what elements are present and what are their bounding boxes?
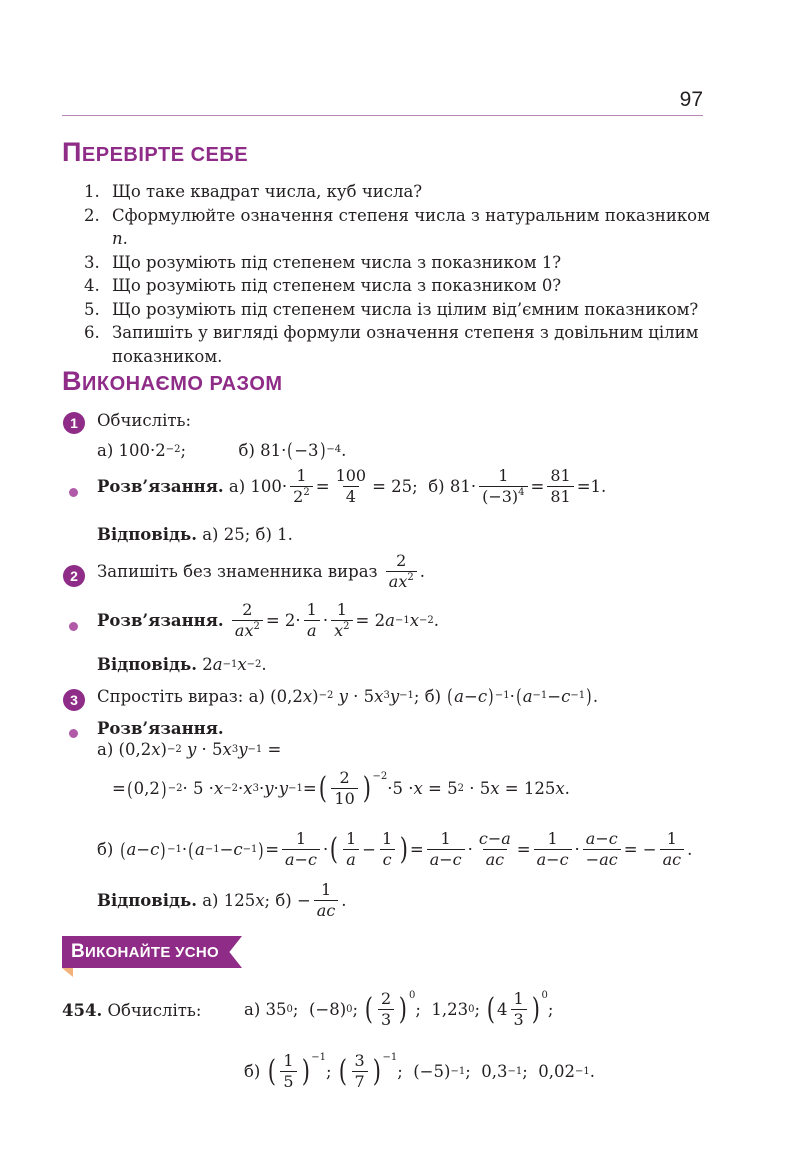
section-title-do-together: ВИКОНАЄМО РАЗОМ [62,366,283,396]
task2-answer: Відповідь. 2 a −1 x −2 . [97,655,267,674]
question-number: 1. [84,182,100,201]
exercise-part-b: б) ( $\frac{1}{5}$ ) −1 ; ( $\frac{3}{7}$ ) −1 ; (−5) −1 ; 0,3 −1 ; 0,02 −1 . [244,1051,596,1091]
task1-solution: Розв’язання. а) 100· $\frac{1}{2^2}$ = $\frac{100}{4}$ = 25; б) 81· $\frac{1}{(-3)^4}$ = $\frac{81}{81}$ =1. [97,466,607,506]
question-text: Що розуміють під степенем числа з показником 0? [112,276,562,295]
solution-bullet [69,729,78,738]
question-item [84,204,714,251]
top-divider [62,115,703,116]
task-number-badge: 3 [63,689,85,711]
question-text: Сформулюйте означення степеня числа з натуральним показником n. [112,205,710,248]
section-title-oral: ВИКОНАЙТЕ УСНО [71,941,219,962]
question-list [84,180,714,368]
task3-solution-a-line2: = ( 0,2 ) −2 · 5 · x −2 · x 3 · y · y −1 = ( $\frac{2}{10}$ ) −2 ·5 · x = 5 2 · 5 x = 125 x . [112,768,570,808]
question-item [84,298,714,322]
task-number-badge: 2 [63,565,85,587]
task2-solution: Розв’язання. $\frac{2}{ax^2}$ = 2· $\frac{1}{a}$ · $\frac{1}{x^2}$ = 2 a −1 x −2 . [97,600,439,640]
question-number: 5. [84,299,100,319]
task-number-badge: 1 [63,412,85,434]
question-text: Що розуміють під степенем числа із цілим від’ємним показником? [112,299,699,319]
task1-answer: Відповідь. а) 25; б) 1. [97,525,293,544]
section-title-check-yourself: ПЕРЕВІРТЕ СЕБЕ [62,137,249,167]
task3-solution-a-line1: а) (0,2 x ) −2 y · 5 x 3 y −1 = [97,740,282,759]
task1-prompt: Обчисліть: [97,411,192,430]
task3-solution-b: б) ( a − c ) −1 · ( a −1 − c −1 ) = $\frac{1}{a-c}$ · ( $\frac{1}{a}$ − $\frac{1}{c}$ ) = $\frac{1}{a-c}$ · $\frac{c-a}{ac}$ = $\frac{1}{a-c}$ · $\frac{a-c}{-ac}$ = − $\frac{1}{ac}$ . [97,829,693,869]
task3-prompt: Спростіть вираз: а) (0,2 x ) −2 y · 5 x 3 y −1 ; б) ( a − c ) −1 · ( a −1 − c −1 ) . [97,684,599,708]
question-text: Що розуміють під степенем числа з показником 1? [112,252,562,272]
banner-fold [62,968,73,977]
task1-expressions: а) 100·2 −2 ; б) 81· ( −3 ) −4 . [97,438,347,462]
question-item [84,321,714,368]
task2-prompt: Запишіть без знаменника вираз $\frac{2}{ax^2}$ . [97,551,425,591]
task3-answer: Відповідь. а) 125 x ; б) − $\frac{1}{ac}$ . [97,880,347,920]
task3-solution-label: Розв’язання. [97,719,224,738]
solution-bullet [69,488,78,497]
question-text: Що таке квадрат числа, куб числа? [112,182,423,201]
question-item [84,251,714,275]
question-number: 3. [84,252,100,272]
exercise-part-a: а) 35 0 ; (−8) 0 ; ( $\frac{2}{3}$ ) 0 ; 1,23 0 ; ( 4 $\frac{1}{3}$ ) 0 ; [244,989,554,1029]
question-item [84,180,714,204]
question-text: Запишіть у вигляді формули означення степеня з довільним цілим показником. [112,323,699,366]
question-item [84,274,714,298]
exercise-number: 454. Обчисліть: [62,1001,202,1020]
question-number: 2. [84,205,100,225]
page-number: 97 [679,88,703,111]
question-number: 4. [84,276,100,295]
solution-bullet [69,622,78,631]
question-number: 6. [84,323,100,342]
